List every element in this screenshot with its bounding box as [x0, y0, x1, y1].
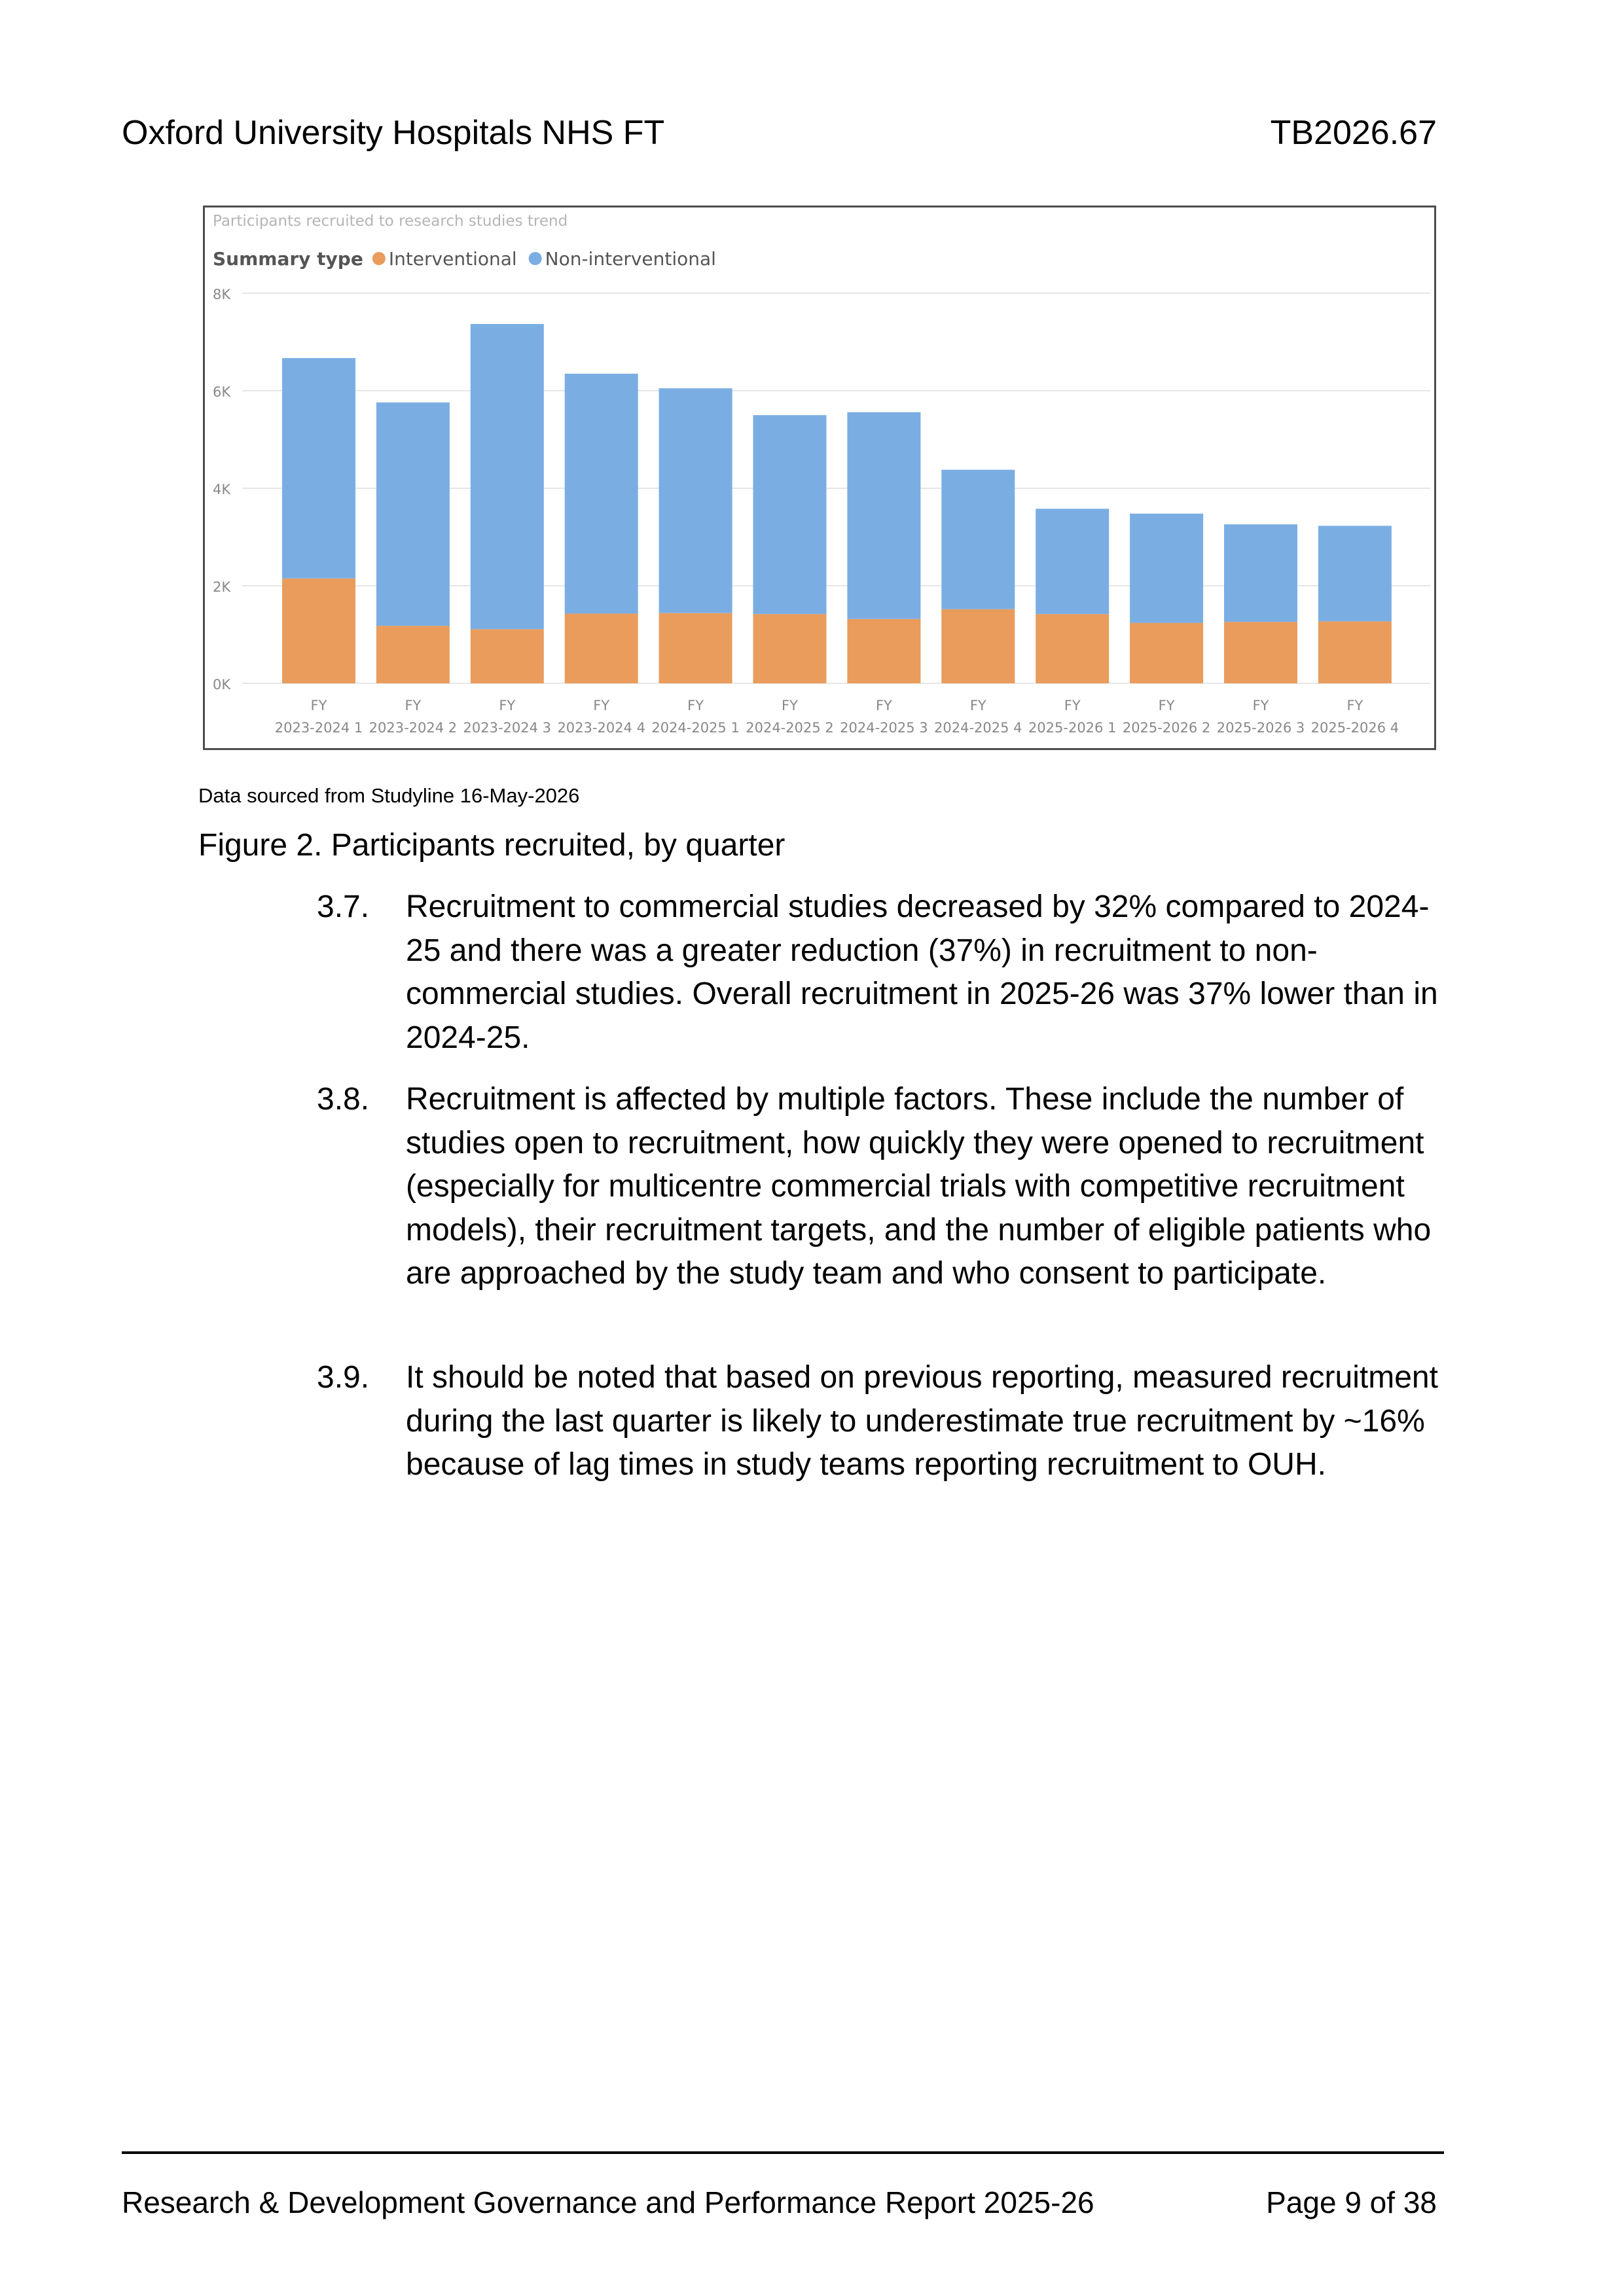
- paragraph-3-8: [317, 1078, 1456, 1296]
- bar-non-interventional: [847, 412, 920, 619]
- x-tick-label-line1: FY: [1346, 698, 1363, 713]
- bar-interventional: [753, 614, 827, 683]
- x-tick-label-line1: FY: [782, 698, 798, 713]
- source-note: Data sourced from Studyline 16-May-2026: [198, 784, 580, 807]
- paragraph-3-7: [317, 886, 1456, 1060]
- legend-marker: [372, 252, 386, 265]
- x-tick-label-line2: 2025-2026 2: [1122, 720, 1211, 736]
- header-reference: TB2026.67: [1270, 114, 1437, 152]
- bar-non-interventional: [565, 374, 638, 614]
- bar-non-interventional: [1036, 509, 1109, 614]
- y-tick-label: 2K: [213, 579, 231, 595]
- bar-interventional: [471, 629, 544, 683]
- x-tick-label-line1: FY: [1158, 698, 1175, 713]
- footer-report-title: Research & Development Governance and Performance Report 2025-26: [122, 2185, 1094, 2219]
- header-organisation: Oxford University Hospitals NHS FT: [122, 114, 665, 152]
- bar-non-interventional: [471, 324, 544, 629]
- footer-page-number: Page 9 of 38: [1266, 2185, 1437, 2219]
- paragraph-text: Recruitment to commercial studies decreased by 32% compared to 2024-25 and there was a greater reduction (37%) in recruitment to non-commercial studies. Overall recruitment in 2025-26 was 37% lower than in 2024-25.: [406, 889, 1438, 1055]
- chart-canvas: [205, 207, 1434, 748]
- paragraph-number: 3.7.: [317, 889, 370, 924]
- x-tick-label-line1: FY: [593, 698, 610, 713]
- x-tick-label-line1: FY: [969, 698, 986, 713]
- legend-label: Non-interventional: [545, 248, 716, 270]
- bar-interventional: [659, 613, 732, 683]
- bar-non-interventional: [1130, 514, 1203, 623]
- footer-divider: [122, 2151, 1444, 2154]
- x-tick-label-line2: 2024-2025 3: [840, 720, 928, 736]
- x-tick-label-line1: FY: [405, 698, 422, 713]
- paragraph-text: It should be noted that based on previous reporting, measured recruitment during the last quarter is likely to underestimate true recruitment by ~16% because of lag times in study teams reporting recruitment to OUH.: [406, 1360, 1438, 1482]
- paragraph-number: 3.9.: [317, 1360, 370, 1395]
- paragraph-3-9: [317, 1356, 1456, 1487]
- bar-non-interventional: [1224, 524, 1297, 622]
- x-tick-label-line2: 2025-2026 3: [1216, 720, 1305, 736]
- legend-title: Summary type: [213, 248, 363, 270]
- x-tick-label-line1: FY: [687, 698, 704, 713]
- recruitment-chart: [203, 206, 1436, 750]
- x-tick-label-line1: FY: [310, 698, 327, 713]
- x-tick-label-line2: 2023-2024 2: [369, 720, 458, 736]
- x-tick-label-line1: FY: [1064, 698, 1081, 713]
- bar-interventional: [1036, 614, 1109, 683]
- bar-non-interventional: [941, 470, 1015, 609]
- paragraph-text: Recruitment is affected by multiple factors. These include the number of studies open to recruitment, how quickly they were opened to recruitment (especially for multicentre commercial trials with competitive recruitment models), their recruitment targets, and the number of eligible patients who are approached by the study team and who consent to participate.: [406, 1082, 1432, 1291]
- paragraph-number: 3.8.: [317, 1082, 370, 1117]
- chart-title: Participants recruited to research studies trend: [213, 213, 568, 230]
- y-tick-label: 0K: [213, 677, 231, 692]
- bar-interventional: [941, 609, 1015, 683]
- y-tick-label: 6K: [213, 384, 231, 400]
- bar-interventional: [1130, 623, 1203, 683]
- bar-interventional: [1318, 621, 1392, 683]
- bar-interventional: [1224, 622, 1297, 683]
- x-tick-label-line2: 2025-2026 4: [1310, 720, 1399, 736]
- legend-label: Interventional: [388, 248, 517, 270]
- x-tick-label-line1: FY: [875, 698, 892, 713]
- x-tick-label-line2: 2024-2025 2: [746, 720, 834, 736]
- bar-non-interventional: [1318, 526, 1392, 621]
- bar-non-interventional: [753, 415, 827, 614]
- x-tick-label-line2: 2023-2024 4: [557, 720, 645, 736]
- x-tick-label-line2: 2024-2025 4: [934, 720, 1022, 736]
- x-tick-label-line2: 2025-2026 1: [1028, 720, 1117, 736]
- y-tick-label: 8K: [213, 287, 231, 302]
- legend-marker: [529, 252, 542, 265]
- bar-non-interventional: [659, 388, 732, 613]
- bar-non-interventional: [282, 358, 355, 579]
- x-tick-label-line1: FY: [1252, 698, 1269, 713]
- bar-non-interventional: [376, 403, 450, 626]
- x-tick-label-line2: 2023-2024 1: [274, 720, 363, 736]
- x-tick-label-line1: FY: [499, 698, 516, 713]
- y-tick-label: 4K: [213, 482, 231, 497]
- figure-caption: Figure 2. Participants recruited, by quarter: [198, 828, 785, 863]
- bar-interventional: [847, 619, 920, 683]
- x-tick-label-line2: 2024-2025 1: [651, 720, 740, 736]
- x-tick-label-line2: 2023-2024 3: [463, 720, 552, 736]
- bar-interventional: [376, 626, 450, 683]
- bar-interventional: [565, 613, 638, 683]
- bar-interventional: [282, 579, 355, 683]
